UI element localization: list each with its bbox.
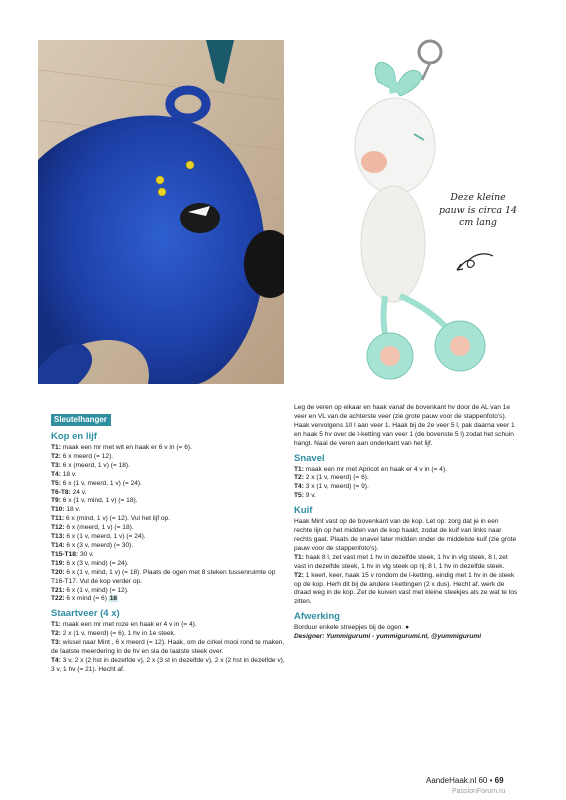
instruction-row: T4: 3 x (1 v, meerd) (= 9). <box>294 483 369 491</box>
instruction-row: T13: 6 x (1 v, meerd, 1 v) (= 24). <box>51 533 146 541</box>
instruction-row: T5: 9 v. <box>294 492 316 500</box>
instruction-row: T2: 2 x (1 v, meerd) (= 6). <box>294 474 369 482</box>
instruction-row: T20: 6 x (1 v, mind, 1 v) (= 18). Plaats de ogen met 8 steken tussenruimte op T16-T17. Vul de kop verder op. <box>51 568 276 585</box>
instruction-row: T2: 2 x (1 v, meerd) (= 6), 1 hv in 1e steek. <box>51 630 176 638</box>
instruction-row: T14: 6 x (3 v, meerd) (= 30). <box>51 541 134 549</box>
page-footer <box>426 776 504 785</box>
instruction-row: T19: 6 x (3 v, mind) (= 24). <box>51 559 129 567</box>
instruction-row: T21: 6 x (1 v, mind) (= 12). <box>51 586 129 594</box>
instruction-row: T4: 3 v, 2 x (2 hst in dezelfde v), 2 x (3 st in dezelfde v), 2 x (2 hst in dezelfde v), 3 v, 1 hv (= 21). Hecht af. <box>51 656 285 673</box>
instruction-row: T3: 6 x (meerd, 1 v) (= 18). <box>51 461 130 469</box>
kuif-rows <box>294 554 518 607</box>
snavel-heading: Snavel <box>294 452 325 464</box>
peacock-closeup-photo <box>38 40 284 384</box>
photo-caption: Deze kleine pauw is circa 14 cm lang <box>439 192 517 228</box>
instruction-row: T3: wissel naar Mint , 6 x meerd (= 12). Haak, om de cirkel mooi rond te maken, de laatste meerdering in de hv en sla de laatste steek over. <box>51 639 285 656</box>
instruction-row: T1: maak een mr met wit en haak er 6 v in (= 6). <box>51 444 192 451</box>
afwerking-text: Borduur enkele streepjes bij de ogen. ● <box>294 624 410 632</box>
instruction-row: T1: haak 8 l, zet vast met 1 hv in dezelfde steek, 1 hv in vlg steek, 8 l, zet vast in dezelfde steek, 1 hv in vlg steek op rij, 8 l, 1 hv in dezelfde steek. <box>294 553 508 570</box>
instruction-row: T2: 1 keerl, keer, haak 15 v rondom de l-ketting, eindig met 1 hv in de steek op de kop. Herh dit bij de andere l-kettingen (2 x dus). Hecht af, werk de draad weg in de kop. Zet de kuiven vast met kleine steekjes als ze wat te los zitten. <box>294 571 518 606</box>
footer-site: AandeHaak.nl 60 <box>426 776 488 785</box>
intro-paragraph: Leg de veren op elkaar en haak vanaf de bovenkant hv door de AL van 1e veer en VL van de achterste veer (zie grote pauw voor de stappenfoto's). Haak vervolgens 10 l aan veer 1. Haak bij de 2e veer 5 l, pak daarna veer 1 en haak 5 hv over de l-ketting van veer 1 (de bovenste 5 l) zodat het schuin hangt. Naai de veren aan onderkant van het lijf. <box>294 404 515 447</box>
instruction-row: T22: 6 x mind (= 6) 16 <box>51 595 118 603</box>
instruction-row: T9: 6 x (1 v, mind, 1 v) (= 18). <box>51 497 138 505</box>
watermark: PassionForum.ru <box>452 788 506 795</box>
curly-arrow-icon <box>455 250 495 274</box>
designer-credit: Designer: Yummigurumi - yummigurumi.nl, @yummigurumi <box>294 633 482 641</box>
instruction-row: T15-T18: 30 v. <box>51 550 94 558</box>
snavel-rows <box>294 466 518 502</box>
kop-rows <box>51 444 285 595</box>
instruction-row: T4: 18 v. <box>51 470 77 478</box>
kuif-heading: Kuif <box>294 505 313 517</box>
instruction-row: T1: maak een mr met roze en haak er 4 v in (= 4). <box>51 621 197 629</box>
instruction-row: T10: 18 v. <box>51 506 81 514</box>
instruction-row: T12: 6 x (meerd, 1 v) (= 18). <box>51 524 134 532</box>
afwerking-heading: Afwerking <box>294 611 340 623</box>
page-number: 69 <box>494 776 504 785</box>
instruction-row: T2: 6 x meerd (= 12). <box>51 452 114 460</box>
kuif-intro: Haak Mint vast op de bovenkant van de kop. Let op: zorg dat je in een rechte lijn op het midden van de kop haakt, zodat de kuif van links naar rechts gaat. Plaats de snavel later midden onder de middelste kuif (zie grote pauw voor de stappenfoto's). <box>294 518 517 552</box>
right-column <box>294 404 518 642</box>
staart-rows <box>51 621 285 674</box>
left-column <box>51 414 285 675</box>
instruction-row: T5: 6 x (1 v, meerd, 1 v) (= 24). <box>51 479 142 487</box>
highlight-badge: 16 <box>109 595 118 603</box>
instruction-row: T11: 6 x (mind, 1 v) (= 12). Vul het lijf op. <box>51 515 171 523</box>
staart-heading: Staartveer (4 x) <box>51 608 120 620</box>
instruction-row: T1: maak een mr met Apricot en haak er 4 v in (= 4). <box>294 465 448 473</box>
footer-separator: • <box>489 776 493 785</box>
kop-heading: Kop en lijf <box>51 431 97 442</box>
instruction-row: T6-T8: 24 v. <box>51 488 87 496</box>
section-tag: Sleutelhanger <box>51 414 111 426</box>
